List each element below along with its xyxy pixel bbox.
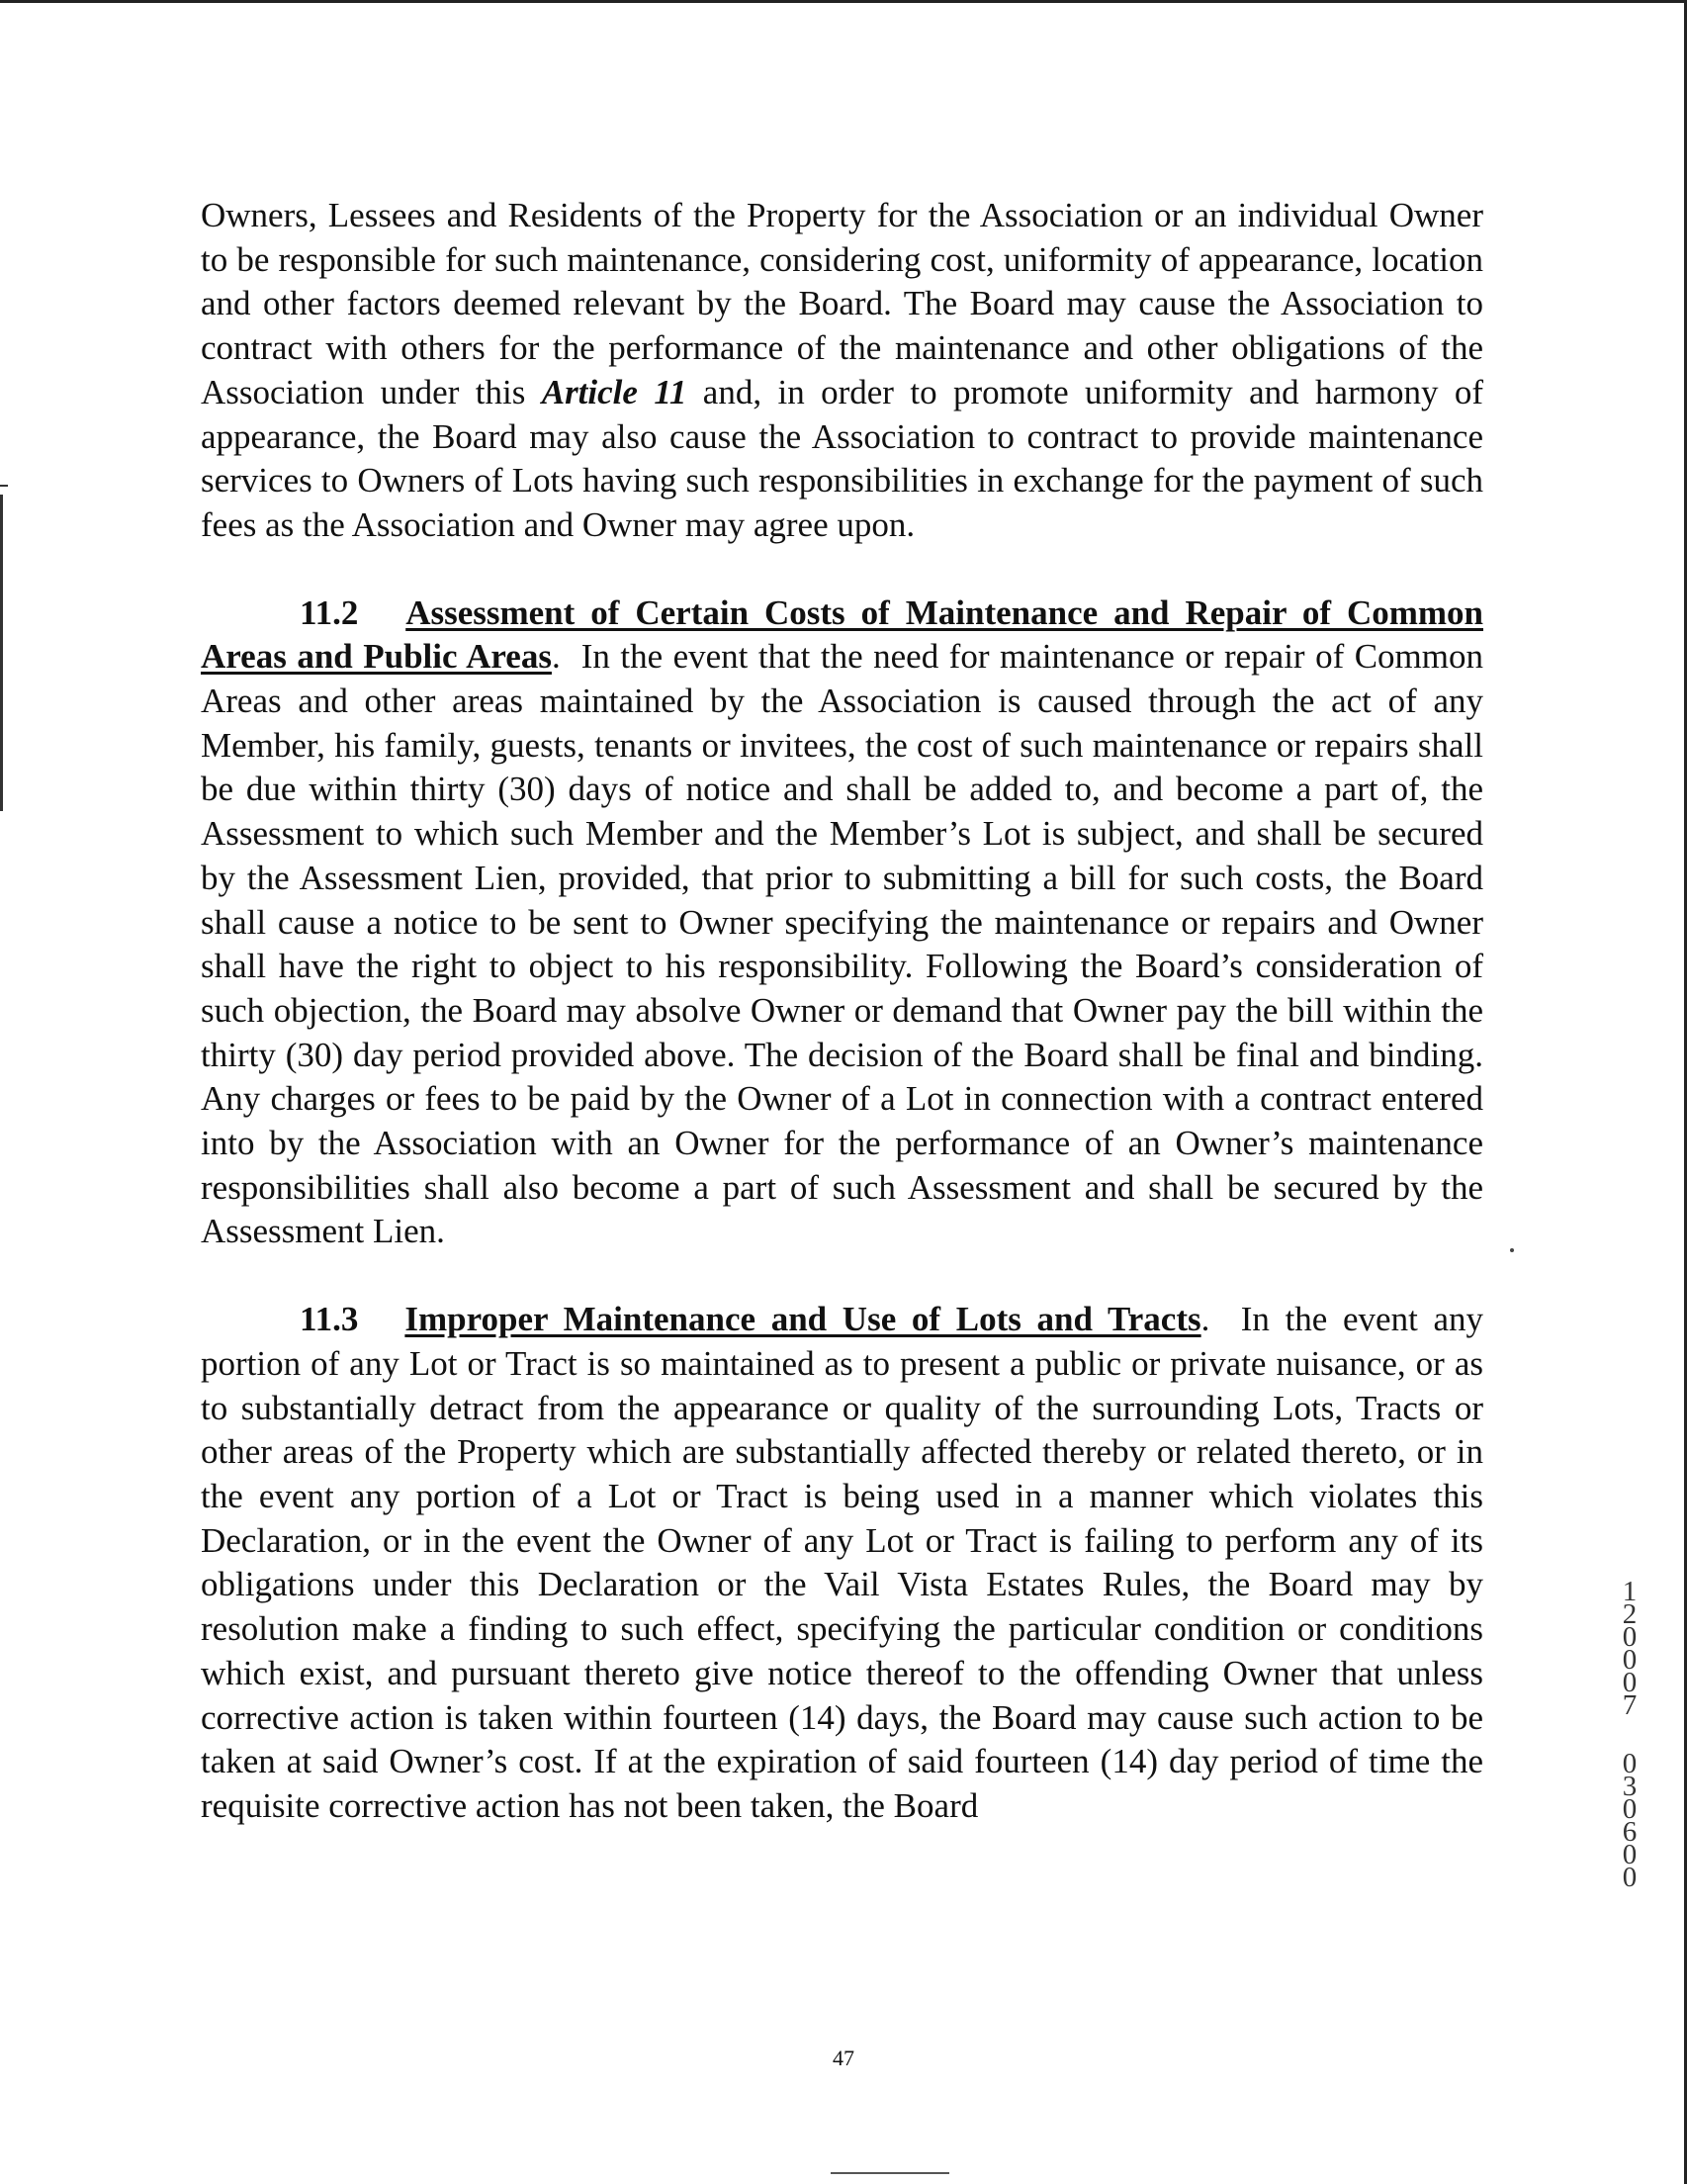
left-margin-tick: [0, 485, 8, 487]
stamp-digit: 0: [1622, 1839, 1638, 1870]
section-body: In the event that the need for maintenance or repair of Common Areas and other areas maintained by the Association is caused through the act of any Member, his family, guests, tenants or invitees, the cost of such maintenance or repairs shall be due within thirty (30) days of notice and shall be added to, and become a part of, the Assessment to which such Member and the Member’s Lot is subject, and shall be secured by the Assessment Lien, provided, that prior to submitting a bill for such costs, the Board shall cause a notice to be sent to Owner specifying the maintenance or repairs and Owner shall have the right to object to his responsibility. Following the Board’s consideration of such objection, the Board may absolve Owner or demand that Owner pay the bill within the thirty (30) day period provided above. The decision of the Board shall be final and binding. Any charges or fees to be paid by the Owner of a Lot in connection with a contract entered into by the Association with an Owner for the performance of an Owner’s maintenance responsibilities shall also become a part of such Assessment and shall be secured by the Assessment Lien.: [201, 637, 1484, 1251]
section-11-2: [201, 592, 1483, 1255]
document-body: [201, 194, 1483, 1829]
stamp-digit: 0: [1622, 1793, 1638, 1825]
section-title: Improper Maintenance and Use of Lots and Tracts: [404, 1300, 1201, 1339]
scan-speck: [1510, 1248, 1514, 1252]
recording-stamp: [1612, 1576, 1647, 1893]
section-number: 11.3: [300, 1300, 359, 1339]
stamp-digit: 2: [1622, 1598, 1638, 1630]
section-title: Assessment of Certain Costs of Maintenance and Repair of Common Areas and Public Areas: [201, 592, 1483, 677]
stamp-digit: 6: [1622, 1816, 1638, 1848]
page-top-edge: [0, 0, 1687, 3]
page-number: 47: [833, 2046, 854, 2070]
stamp-digit: 7: [1622, 1689, 1638, 1721]
article-reference: Article 11: [541, 372, 687, 411]
stamp-digit: 1: [1622, 1576, 1638, 1607]
continuation-text-end: and, in order to promote uniformity and harmony of appearance, the Board may also cause the Association to contract to provide maintenance services to Owners of Lots having such responsibilities in exchange for the payment of such fees as the Association and Owner may agree upon.: [201, 372, 1484, 544]
continuation-text-start: Owners, Lessees and Residents of the Property for the Association or an individual Owner to be responsible for such maintenance, considering cost, uniformity of appearance, location and other factors deemed relevant by the Board. The Board may cause the Association to contract with others for the performance of the maintenance and other obligations of the Association under this: [201, 196, 1483, 411]
section-body: In the event any portion of any Lot or Tract is so maintained as to present a public or private nuisance, or as to substantially detract from the appearance or quality of the surrounding Lots, Tracts or other areas of the Property which are substantially affected thereby or related thereto, or in the event any portion of a Lot or Tract is being used in a manner which violates this Declaration, or in the event the Owner of any Lot or Tract is failing to perform any of its obligations under this Declaration or the Vail Vista Estates Rules, the Board may by resolution make a finding to such effect, specifying the particular condition or conditions which exist, and pursuant thereto give notice thereof to the offending Owner that unless corrective action is taken within fourteen (14) days, the Board may cause such action to be taken at said Owner’s cost. If at the expiration of said fourteen (14) day period of time the requisite corrective action has not been taken, the Board: [201, 1300, 1484, 1825]
section-11-3: [201, 1298, 1483, 1828]
stamp-digit: 0: [1622, 1667, 1638, 1698]
section-title-end: .: [551, 637, 561, 677]
stamp-digit: 0: [1622, 1644, 1638, 1676]
stamp-digit: 0: [1622, 1748, 1638, 1779]
section-title-end: .: [1200, 1300, 1210, 1339]
section-number: 11.2: [300, 592, 359, 632]
continuation-paragraph: [201, 194, 1483, 548]
stamp-digit: 0: [1622, 1621, 1638, 1653]
left-margin-mark: [0, 495, 3, 811]
stamp-digit: 3: [1622, 1771, 1638, 1802]
bottom-scan-line: [831, 2172, 949, 2174]
stamp-digit: 0: [1622, 1862, 1638, 1893]
